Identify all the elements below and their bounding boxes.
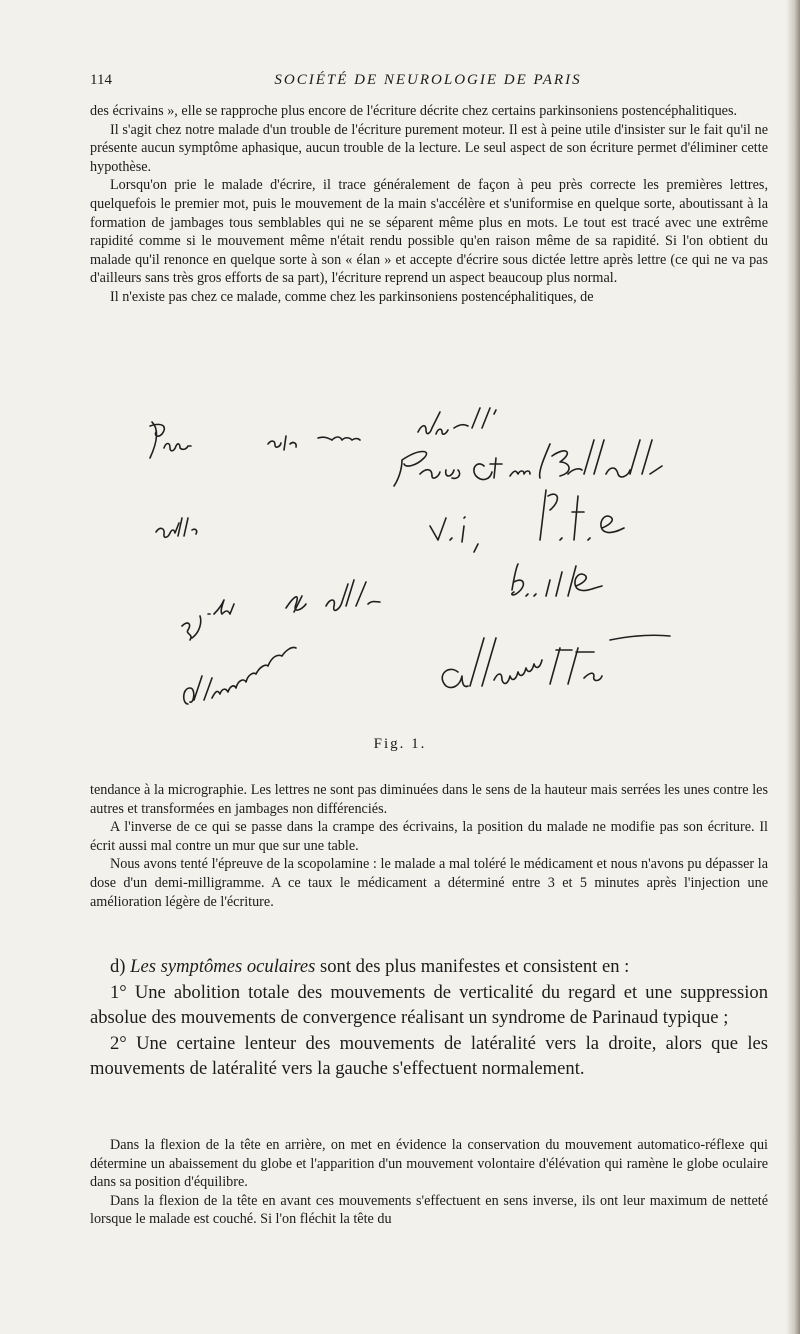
paragraph: Dans la flexion de la tête en arrière, on met en évidence la conservation du mouvement automatico-réflexe qui détermine un abaissement du globe et l'apparition d'un mouvement volontaire d'élévation qui ramène le globe oculaire dans sa position d'équilibre. bbox=[90, 1137, 768, 1191]
section-heading bbox=[90, 954, 768, 980]
paragraph: Il n'existe pas chez ce malade, comme chez les parkinsoniens postencéphalitiques, de bbox=[110, 288, 594, 305]
top-text-block bbox=[90, 102, 768, 307]
paragraph: Dans la flexion de la tête en avant ces mouvements s'effectuent en sens inverse, ils ont leur maximum de netteté lorsque le malade est couché. Si l'on fléchit la tête du bbox=[90, 1192, 768, 1228]
figure-caption: Fig. 1. bbox=[373, 736, 427, 752]
section-title: Les symptômes oculaires bbox=[130, 956, 316, 977]
page-number: 114 bbox=[90, 72, 112, 88]
page-edge bbox=[786, 0, 800, 1334]
paragraph: tendance à la micrographie. Les lettres ne sont pas diminuées dans le sens de la hauteur mais serrées les unes contre les autres et transformées en jambages non différenciés. bbox=[90, 782, 768, 817]
paragraph: Nous avons tenté l'épreuve de la scopolamine : le malade a mal toléré le médicament et nous n'avons pu dépasser la dose d'un demi-milligramme. A ce taux le médicament a déterminé entre 3 et 5 minutes après l'injection une amélioration légère de l'écriture. bbox=[90, 856, 768, 910]
section-letter: d) bbox=[110, 956, 131, 977]
paragraph: des écrivains », elle se rapproche plus encore de l'écriture décrite chez certains parkinsoniens postencéphalitiques. bbox=[90, 103, 738, 119]
handwriting-figure bbox=[90, 400, 770, 730]
paragraph: A l'inverse de ce qui se passe dans la crampe des écrivains, la position du malade ne modifie pas son écriture. Il écrit aussi mal contre un mur que sur une table. bbox=[90, 819, 768, 854]
list-item: 2° Une certaine lenteur des mouvements de latéralité vers la droite, alors que les mouvements de latéralité vers la gauche s'effectuent normalement. bbox=[90, 1032, 768, 1079]
page-header bbox=[90, 72, 766, 94]
paragraph: Il s'agit chez notre malade d'un trouble de l'écriture purement moteur. Il est à peine utile d'insister sur le fait qu'il ne présente aucun symptôme aphasique, aucun trouble de la lecture. Le seul aspect de son écriture permet d'éliminer cette hypothèse. bbox=[90, 121, 768, 175]
ocular-section bbox=[90, 954, 768, 1082]
running-head: SOCIÉTÉ DE NEUROLOGIE DE PARIS bbox=[274, 72, 582, 88]
handwriting-sample bbox=[90, 400, 770, 730]
bottom-text-block bbox=[90, 1136, 768, 1229]
middle-text-block bbox=[90, 781, 768, 911]
section-intro: sont des plus manifestes et consistent en : bbox=[315, 956, 630, 977]
list-item: 1° Une abolition totale des mouvements de verticalité du regard et une suppression absolue des mouvements de convergence réalisant un syndrome de Parinaud typique ; bbox=[90, 981, 768, 1028]
paragraph: Lorsqu'on prie le malade d'écrire, il trace généralement de façon à peu près correcte les premières lettres, quelquefois le premier mot, puis le mouvement de la main s'accélère et s'uniformise en quelque sorte, aboutissant à la formation de jambages tous semblables qui ne se séparent même plus en mots. Le tout est tracé avec une extrême rapidité comme si le mouvement même n'était rendu possible qu'en raison même de sa rapidité. Si l'on obtient du malade qu'il renonce en quelque sorte à son « élan » et accepte d'écrire sous dictée lettre après lettre (ce qui ne va pas d'ailleurs sans très gros efforts de sa part), l'écriture reprend un aspect beaucoup plus normal. bbox=[90, 177, 768, 287]
